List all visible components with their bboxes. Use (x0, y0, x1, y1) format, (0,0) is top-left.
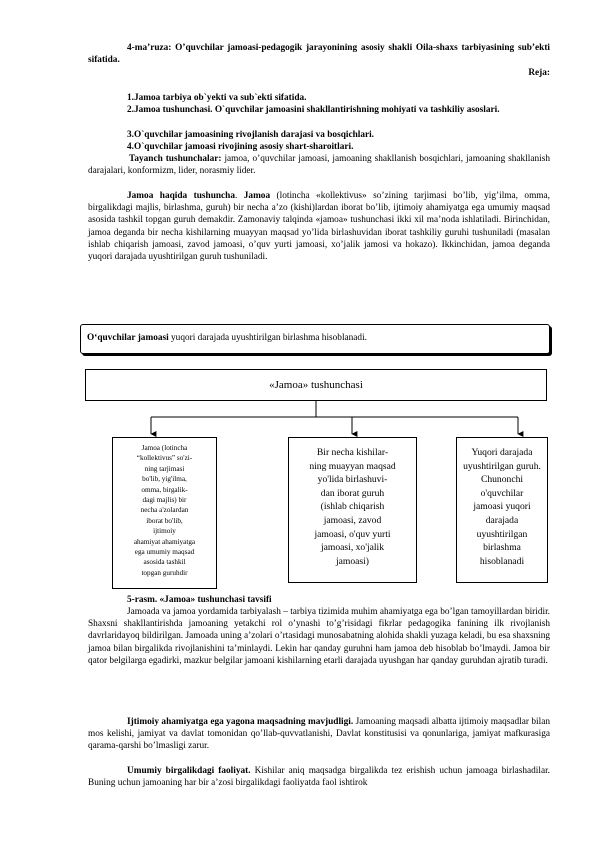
node-high-level-group-text (457, 446, 547, 568)
node-line: ega umumiy maqsad (134, 548, 195, 557)
node-line: iborat bo'lib, (146, 516, 183, 525)
lecture-title: 4-ma’ruza: O’quvchilar jamoasi-pedagogik jarayonining asosiy shakli Oila-shaxs tarbiyasining sub’ekti sifatida. (88, 43, 550, 66)
paragraph-upbringing: Jamoada va jamoa yordamida tarbiyalash – tarbiya tizimida muhim ahamiyatga ega bo’lgan tamoyillardan biridir. Shaxsni shakllantirishda jamoaning yetakchi rol o’ynashi to’g’risidagi fikrlar pedagogika fanining ilk rivojlanish davrlaridayoq bildirilgan. Jamoada uning a’zolari o’rtasidagi munosabatning alohida shakli yuzaga keladi, bu esa shaxsning jamoa bilan birgalikda rivojlanishini ta’minlaydi. Lekin har qanday guruhni ham jamoa deb hisoblab bo’lmaydi. Jamoa bir qator belgilarga egadirki, mazkur belgilar jamoani kishilarning etarli darajada uyushgan har qanday guruhdan ajratib turadi. (88, 607, 550, 666)
diagram-node-high-level-group (456, 437, 548, 583)
node-line: jamoasi) (335, 555, 370, 567)
key-terms-text: jamoa, o’quvchilar jamoasi, jamoaning shakllanish bosqichlari, jamoaning shakllanish darajalari, konformizm, lider, norasmiy lider. (88, 154, 550, 177)
node-line: uyushtirilgan guruh. (463, 460, 541, 472)
node-line: jamoasi, zavod (323, 514, 382, 526)
node-line: jamoasi yuqori (473, 501, 531, 513)
plan-item-2: 2.Jamoa tushunchasi. O`quvchilar jamoasini shakllantirishning mohiyati va tashkiliy asoslari. (127, 105, 500, 115)
node-line: Chunonchi (480, 474, 524, 486)
node-line: jamoasi, o'quv yurti (314, 528, 391, 540)
node-line: bo'lib, yig'ilma, (142, 475, 187, 484)
node-line: darajada (485, 514, 519, 526)
node-line: Bir necha kishilar- (316, 447, 389, 458)
callout-body: yuqori darajada uyushtirilgan birlashma hisoblanadi. (168, 333, 367, 343)
node-line: asosida tashkil (143, 558, 186, 567)
node-line: uyushtirilgan (476, 528, 528, 540)
node-line: (ishlab chiqarish (320, 501, 385, 513)
heading-separator: . (234, 191, 244, 201)
key-terms-label: Tayanch tushunchalar: (129, 154, 222, 164)
node-line: ijtimoiy (153, 527, 176, 536)
plan-item-1: 1.Jamoa tarbiya ob`yekti va sub`ekti sifatida. (127, 93, 307, 103)
node-line: “kollektivus” so'zi- (136, 454, 193, 463)
node-line: omma, birgalik- (141, 485, 188, 494)
node-line: ahamiyat ahamiyatga (133, 537, 196, 546)
common-goal-text: Jamoaning maqsadi albatta ijtimoiy maqsadlar bilan mos kelishi, jamiyat va davlat tomonidan qo’llab-quvvatlanishi, Davlat konstitusisi va qonunlariga, jamiyat mafkurasiga qarama-qarshi bo’lmasligi zarur. (88, 717, 550, 752)
node-organized-group-text (289, 446, 416, 568)
plan-heading: Reja: (528, 68, 550, 78)
node-line: dan iborat guruh (320, 487, 385, 499)
section-heading: Jamoa haqida tushuncha (127, 191, 235, 201)
callout-term: O‘quvchilar jamoasi (87, 333, 169, 343)
joint-activity-text: Kishilar aniq maqsadga birgalikda tez erishish uchun jamoaga birlashadilar. Buning uchun jamoaning har bir a’zosi birgalikdagi faoliyatda faol ishtirok (88, 766, 550, 789)
node-line: ning tarjimasi (144, 464, 185, 473)
node-line: Jamoa (lotincha (141, 444, 188, 452)
node-line: jamoasi, xo'jalik (320, 542, 384, 554)
plan-item-3: 3.O`quvchilar jamoasining rivojlanish darajasi va bosqichlari. (127, 130, 375, 140)
common-goal-heading: Ijtimoiy ahamiyatga ega yagona maqsadning mavjudligi. (127, 717, 354, 727)
node-line: o'quvchilar (480, 487, 524, 499)
diagram-node-organized-group (288, 437, 417, 583)
plan-item-4: 4.O`quvchilar jamoasi rivojining asosiy shart-sharoitlari. (127, 142, 354, 152)
term-jamoa: Jamoa (243, 191, 271, 201)
paragraph-joint-activity (88, 765, 550, 789)
diagram-node-definition (112, 437, 217, 589)
joint-activity-heading: Umumiy birgalikdagi faoliyat. (127, 766, 251, 776)
node-line: necha a'zolardan (140, 506, 189, 515)
figure-caption: 5-rasm. «Jamoa» tushunchasi tavsifi (127, 595, 272, 605)
node-line: yo'lida birlashuvi- (317, 474, 388, 486)
node-definition-text (113, 443, 216, 578)
node-line: Yuqori darajada (471, 447, 533, 458)
node-line: topgan guruhdir (141, 568, 188, 577)
node-line: hisoblanadi (479, 555, 525, 567)
diagram-root-label: «Jamoa» tushunchasi (269, 379, 363, 391)
paragraph-text: (lotincha «kollektivus» so’zining tarjimasi bo’lib, yig’ilma, omma, birgalikdagi majlis, birlashma, guruh) bir necha a’zo (kishi)lardan iborat bo’lib, ijtimoiy ahamiyatga ega umumiy maqsad asosida tashkil topgan guruh demakdir. Zamonaviy talqinda «jamoa» tushunchasi ikki xil ma’noda ishlatiladi. Birinchidan, jamoa deganda bir necha kishilarning muayyan maqsad yo’lida birlashuvidan iborat tashkiliy guruhi tushuniladi (masalan ishlab chiqarish jamoasi, zavod jamoasi, o’quv yurti jamoasi, xo’jalik jamosi va hokazo). Ikkinchidan, jamoa deganda yuqori darajada uyushtirilgan guruh tushuniladi. (88, 191, 550, 263)
node-line: ning muayyan maqsad (309, 460, 396, 472)
node-line: birlashma (483, 542, 521, 554)
paragraph-common-goal (88, 716, 550, 753)
node-line: dagi majlis) bir (142, 496, 187, 505)
